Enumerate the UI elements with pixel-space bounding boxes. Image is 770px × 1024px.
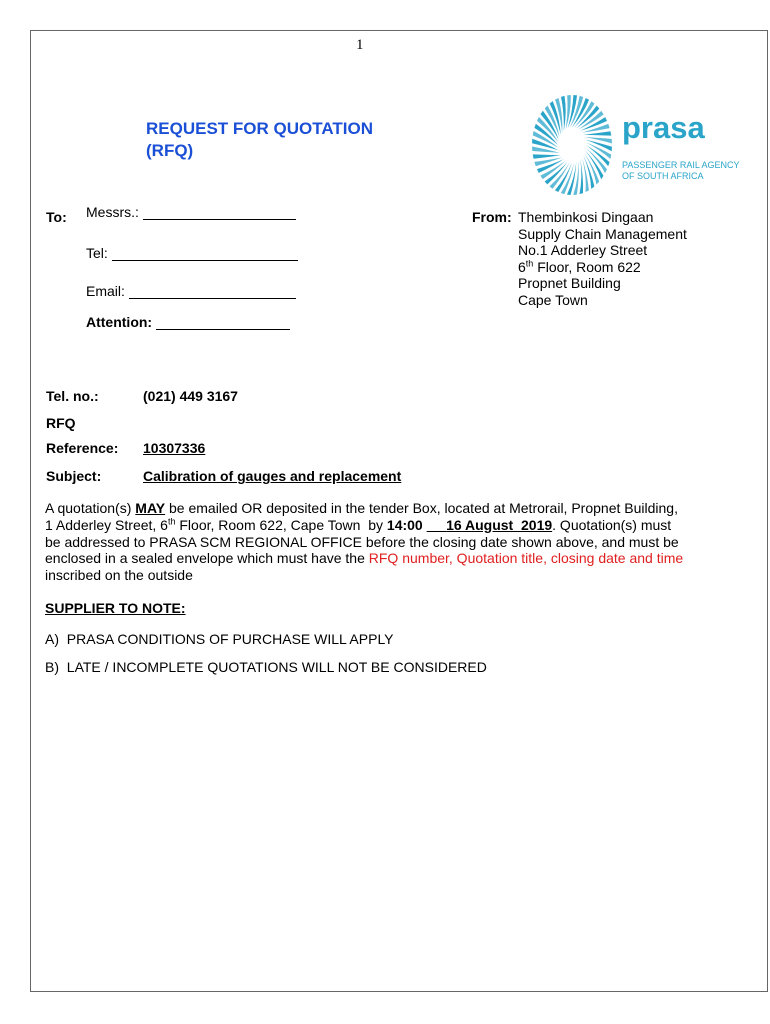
logo-ray bbox=[532, 147, 560, 153]
submission-paragraph bbox=[45, 500, 685, 584]
para-text-5: inscribed on the outside bbox=[45, 567, 193, 584]
para-time: 14:00 bbox=[386, 516, 423, 533]
tel-field[interactable] bbox=[112, 245, 298, 261]
attention-row bbox=[86, 314, 290, 330]
para-date-text: 16 August 2019 bbox=[446, 516, 553, 533]
from-address bbox=[518, 209, 687, 308]
tel-label: Tel: bbox=[86, 245, 108, 261]
page-title bbox=[146, 118, 373, 162]
para-date bbox=[427, 517, 553, 533]
tel-no-value: (021) 449 3167 bbox=[143, 388, 238, 404]
logo-ray bbox=[534, 157, 562, 166]
title-line-2: (RFQ) bbox=[146, 141, 194, 160]
from-name: Thembinkosi Dingaan bbox=[518, 209, 654, 225]
tel-row bbox=[86, 245, 298, 261]
logo-wordmark: prasa bbox=[622, 110, 705, 145]
subject-value: Calibration of gauges and replacement bbox=[143, 468, 402, 484]
logo-ray bbox=[583, 131, 611, 135]
para-text-2: be emailed OR deposited in the tender Box, located at Metrorail, Propnet Building, 1 Adderley Street, 6 bbox=[45, 500, 678, 533]
from-building: Propnet Building bbox=[518, 275, 621, 291]
messrs-row bbox=[86, 204, 296, 220]
from-floor-sup: th bbox=[525, 257, 534, 268]
from-floor-rest: Floor, Room 622 bbox=[533, 258, 641, 275]
email-row bbox=[86, 283, 296, 299]
attention-label: Attention: bbox=[86, 314, 153, 330]
para-text-1: A quotation(s) bbox=[45, 500, 136, 516]
tel-no-label: Tel. no.: bbox=[46, 388, 99, 404]
subject-label: Subject: bbox=[46, 468, 102, 484]
logo-subtitle bbox=[622, 160, 740, 182]
title-line-1: REQUEST FOR QUOTATION bbox=[146, 119, 373, 138]
messrs-field[interactable] bbox=[143, 204, 296, 220]
from-floor bbox=[518, 259, 687, 276]
to-label: To: bbox=[46, 209, 67, 225]
para-text-3: Floor, Room 622, Cape Town by bbox=[175, 516, 387, 533]
para-text-4: . Quotation(s) must be addressed to PRASA SCM REGIONAL OFFICE before the closing date shown above, and must be enclosed in a sealed envelope which must have the bbox=[45, 516, 679, 567]
logo-subtitle-line-2: OF SOUTH AFRICA bbox=[622, 171, 704, 181]
logo-subtitle-line-1: PASSENGER RAIL AGENCY bbox=[622, 160, 740, 170]
para-may: MAY bbox=[135, 500, 166, 516]
from-city: Cape Town bbox=[518, 291, 588, 308]
reference-label: Reference: bbox=[46, 440, 119, 456]
logo-ray bbox=[584, 137, 612, 143]
reference-value: 10307336 bbox=[143, 440, 206, 456]
para-red-text: RFQ number, Quotation title, closing date and time bbox=[368, 550, 684, 567]
rfq-label: RFQ bbox=[46, 415, 76, 431]
from-dept: Supply Chain Management bbox=[518, 225, 687, 242]
email-label: Email: bbox=[86, 283, 125, 299]
logo-ray bbox=[566, 95, 571, 129]
supplier-note-heading: SUPPLIER TO NOTE: bbox=[45, 600, 186, 616]
from-label: From: bbox=[472, 209, 512, 225]
from-floor-number: 6 bbox=[518, 258, 526, 275]
attention-field[interactable] bbox=[156, 314, 290, 330]
note-b: B) LATE / INCOMPLETE QUOTATIONS WILL NOT BE CONSIDERED bbox=[45, 659, 487, 675]
logo-ray bbox=[533, 154, 561, 158]
email-field[interactable] bbox=[129, 283, 296, 299]
from-street: No.1 Adderley Street bbox=[518, 242, 648, 258]
page-number: 1 bbox=[356, 37, 364, 53]
note-a: A) PRASA CONDITIONS OF PURCHASE WILL APPLY bbox=[45, 631, 394, 647]
messrs-label: Messrs.: bbox=[86, 204, 139, 220]
para-sup: th bbox=[167, 516, 176, 527]
prasa-logo-icon bbox=[528, 86, 616, 204]
logo-ray bbox=[579, 159, 583, 194]
